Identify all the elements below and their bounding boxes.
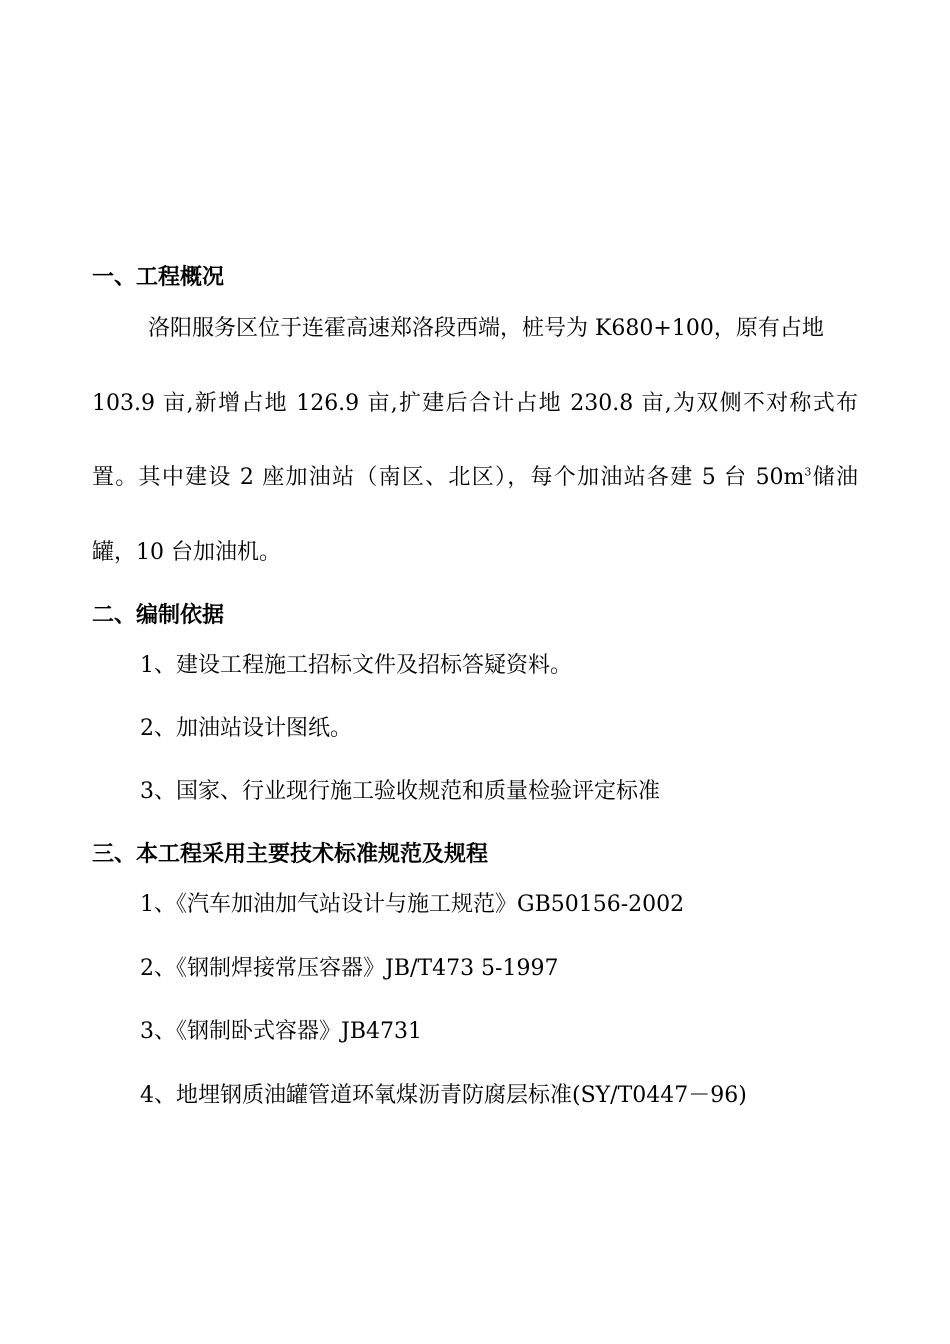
section1-paragraph-line1: 洛阳服务区位于连霍高速郑洛段西端，桩号为 K680+100，原有占地 [148, 316, 824, 341]
section3-list-item: 2、《钢制焊接常压容器》JB/T473 5-1997 [140, 956, 559, 981]
section1-paragraph-line2: 103.9 亩,新增占地 126.9 亩,扩建后合计占地 230.8 亩,为双侧不对称式布 [92, 391, 858, 416]
section1-paragraph-line4: 罐，10 台加油机。 [92, 540, 281, 565]
section3-heading: 三、本工程采用主要技术标准规范及规程 [92, 842, 489, 867]
section1-paragraph-line3-end: 储油 [811, 465, 858, 490]
section2-list-item: 1、建设工程施工招标文件及招标答疑资料。 [140, 653, 572, 678]
section3-list-item: 3、《钢制卧式容器》JB4731 [140, 1019, 422, 1044]
section2-heading: 二、编制依据 [92, 603, 225, 628]
cubic-superscript: 3 [804, 465, 812, 479]
section2-list-item: 3、国家、行业现行施工验收规范和质量检验评定标准 [140, 779, 660, 804]
section3-list-item: 1、《汽车加油加气站设计与施工规范》GB50156-2002 [140, 892, 685, 917]
section3-list-item: 4、地埋钢质油罐管道环氧煤沥青防腐层标准(SY/T0447－96) [140, 1083, 747, 1108]
section1-paragraph-line3 [92, 463, 858, 493]
section1-heading: 一、工程概况 [92, 265, 225, 290]
section1-paragraph-line3-text: 置。其中建设 2 座加油站（南区、北区），每个加油站各建 5 台 50m [92, 465, 805, 490]
section2-list-item: 2、加油站设计图纸。 [140, 716, 352, 741]
